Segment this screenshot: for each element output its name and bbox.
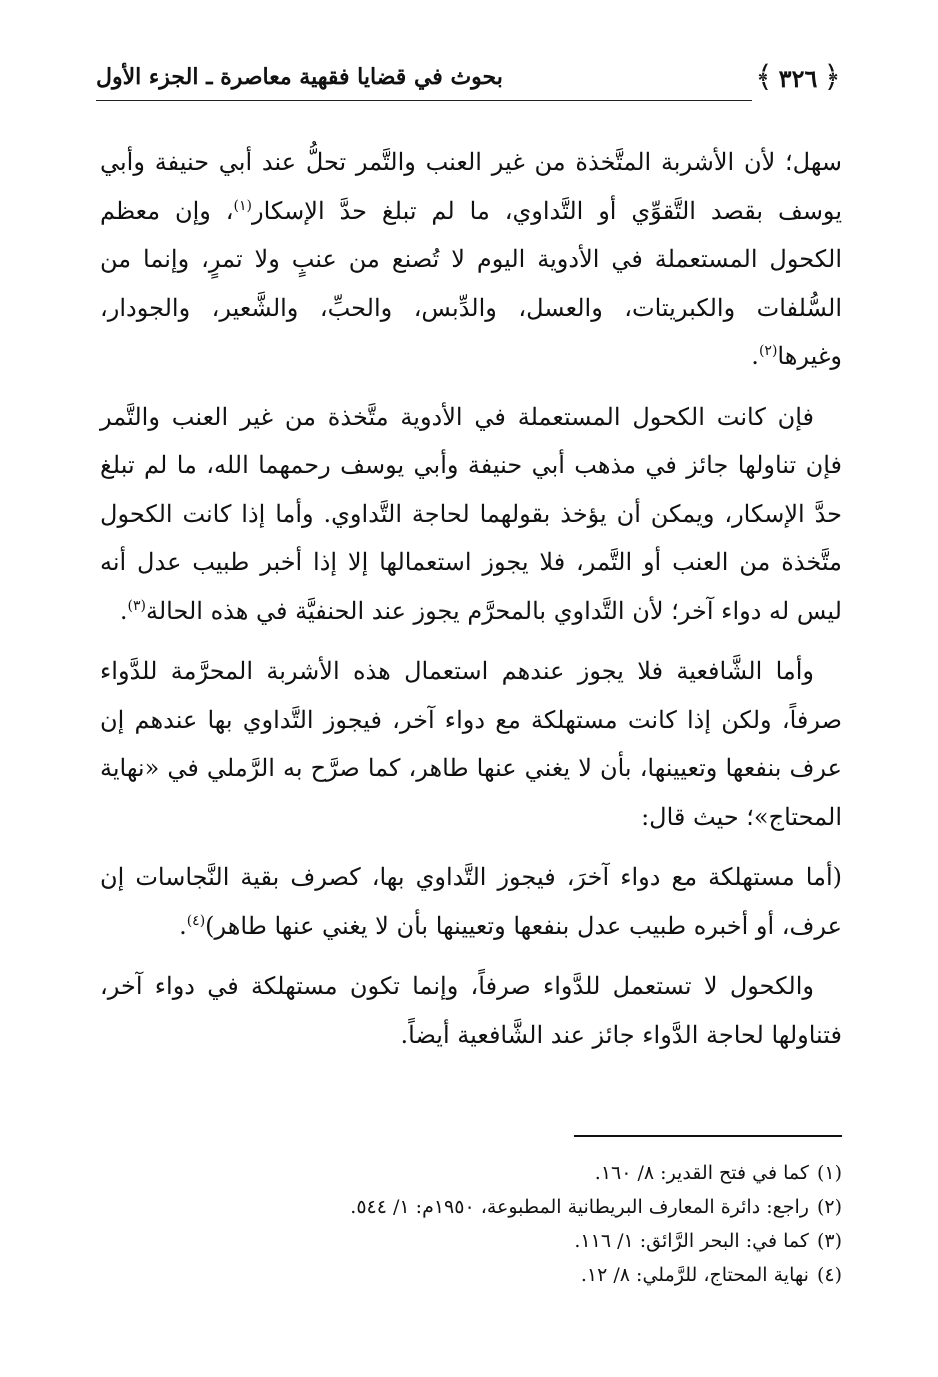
body-text	[100, 138, 842, 1071]
paragraph-text: .	[119, 596, 128, 625]
paragraph-text: فإن كانت الكحول المستعملة في الأدوية متَّخذة من غير العنب والتَّمر فإن تناولها جائز في مذهب أبي حنيفة وأبي يوسف رحمهما الله، ما لم تبلغ حدَّ الإسكار، ويمكن أن يؤخذ بقولهما لحاجة التَّداوي. وأما إذا كانت الكحول متَّخذة من العنب أو التَّمر، فلا يجوز استعمالها إلا إذا أخبر طبيب عدل أنه ليس له دواء آخر؛ لأن التَّداوي بالمحرَّم يجوز عند الحنفيَّة في هذه الحالة	[100, 402, 842, 625]
body-paragraph	[100, 647, 842, 841]
body-paragraph	[100, 393, 842, 636]
ornament-brace-right: ﴿	[823, 60, 841, 95]
footnote-reference: (٣)	[127, 597, 146, 614]
footnote-reference: (٤)	[186, 912, 206, 929]
paragraph-text: (أما مستهلكة مع دواء آخرَ، فيجوز التَّداوي بها، كصرف بقية النَّجاسات إن عرف، أو أخبره طبيب عدل بنفعها وتعيينها بأن لا يغني عنها طاهر)	[100, 863, 842, 940]
footnote-item	[100, 1156, 842, 1190]
quoted-paragraph	[100, 853, 842, 950]
footnote-number: (٢)	[816, 1196, 842, 1218]
footnote-number: (٤)	[816, 1264, 842, 1286]
footnote-item	[100, 1224, 842, 1258]
paragraph-text: .	[751, 342, 759, 370]
header-rule	[96, 100, 752, 101]
paragraph-text: وأما الشَّافعية فلا يجوز عندهم استعمال هذه الأشربة المحرَّمة للدَّواء صرفاً، ولكن إذا كانت مستهلكة مع دواء آخر، فيجوز التَّداوي بها عندهم إن عرف بنفعها وتعيينها، بأن لا يغني عنها طاهر، كما صرَّح به الرَّملي في «نهاية المحتاج»؛ حيث قال:	[100, 657, 842, 831]
running-title: بحوث في قضايا فقهية معاصرة ـ الجزء الأول	[96, 64, 503, 90]
paragraph-text: والكحول لا تستعمل للدَّواء صرفاً، وإنما تكون مستهلكة في دواء آخر، فتناولها لحاجة الدَّواء جائز عند الشَّافعية أيضاً.	[100, 972, 842, 1049]
page-number-ornament	[752, 60, 844, 96]
page-number: ٣٢٦	[778, 63, 818, 93]
footnote-item	[100, 1190, 842, 1224]
footnote-item	[100, 1258, 842, 1292]
footnote-number: (١)	[816, 1162, 842, 1184]
footnote-text: راجع: دائرة المعارف البريطانية المطبوعة، ١٩٥٠م: ١/ ٥٤٤.	[350, 1196, 809, 1218]
footnote-text: نهاية المحتاج، للرَّملي: ٨/ ١٢.	[580, 1264, 809, 1286]
footnotes	[100, 1156, 842, 1292]
footnote-reference: (١)	[233, 197, 253, 214]
paragraph-text: ، وإن معظم الكحول المستعملة في الأدوية اليوم لا تُصنع من عنبٍ ولا تمرٍ، وإنما من السُّلفات والكبريتات، والعسل، والدِّبس، والحبِّ، والشَّعير، والجودار، وغيرها	[100, 196, 842, 370]
footnote-separator	[574, 1135, 842, 1137]
footnote-text: كما في: البحر الرَّائق: ١/ ١١٦.	[574, 1230, 809, 1252]
body-paragraph	[100, 962, 842, 1059]
body-paragraph	[100, 138, 842, 381]
footnote-number: (٣)	[816, 1230, 842, 1252]
paragraph-text: .	[179, 911, 187, 940]
footnote-text: كما في فتح القدير: ٨/ ١٦٠.	[594, 1162, 809, 1184]
running-header	[96, 58, 844, 102]
paragraph-text: سهل؛ لأن الأشربة المتَّخذة من غير العنب والتَّمر تحلُّ عند أبي حنيفة وأبي يوسف بقصد التَّقوِّي أو التَّداوي، ما لم تبلغ حدَّ الإسكار	[100, 148, 843, 225]
ornament-brace-left: ﴾	[755, 60, 773, 95]
footnote-reference: (٢)	[758, 343, 778, 359]
